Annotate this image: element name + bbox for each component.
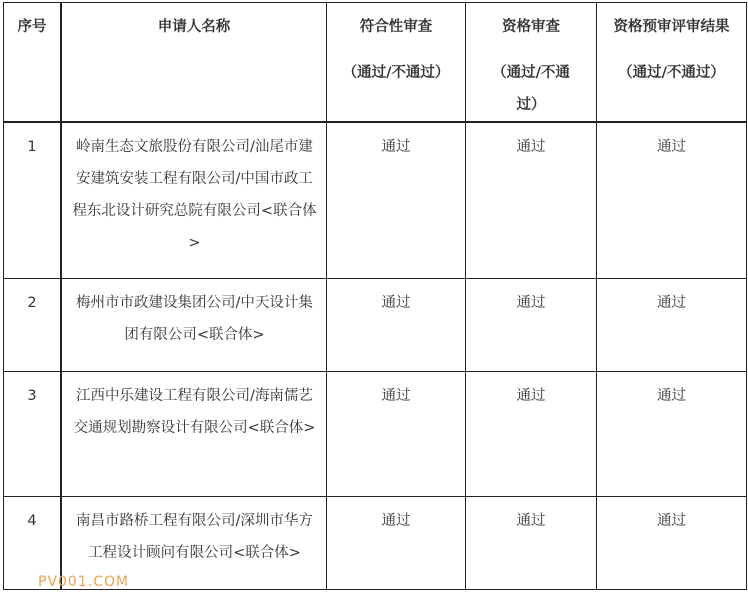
site-watermark: PV001.COM [38,574,130,590]
row-applicant-name: 岭南生态文旅股份有限公司/汕尾市建安建筑安装工程有限公司/中国市政工程东北设计研究总院有限公司<联合体> [61,122,327,279]
row-qualification-result: 通过 [466,497,597,590]
table-row [4,279,747,372]
table-row [4,122,747,279]
header-conformity-review [327,3,466,123]
header-applicant-name: 申请人名称 [61,3,327,123]
row-qualification-result: 通过 [466,279,597,372]
row-index: 3 [4,372,62,497]
row-qualification-result: 通过 [466,122,597,279]
row-conformity-result: 通过 [327,122,466,279]
row-applicant-name: 梅州市市政建设集团公司/中天设计集团有限公司<联合体> [61,279,327,372]
header-conformity-sub: （通过/不通过） [342,65,450,81]
row-index: 4 [4,497,62,590]
header-prequal-result [597,3,747,123]
row-prequal-result: 通过 [597,279,747,372]
row-prequal-result: 通过 [597,122,747,279]
row-prequal-result: 通过 [597,497,747,590]
header-prequal-title: 资格预审评审结果 [613,19,730,35]
row-prequal-result: 通过 [597,372,747,497]
row-index: 1 [4,122,62,279]
header-index: 序号 [4,3,62,123]
header-conformity-title: 符合性审查 [359,19,433,35]
row-applicant-name: 江西中乐建设工程有限公司/海南儒艺交通规划勘察设计有限公司<联合体> [61,372,327,497]
row-conformity-result: 通过 [327,497,466,590]
header-qualification-title: 资格审查 [502,19,560,35]
row-qualification-result: 通过 [466,372,597,497]
table-header-row [4,3,747,123]
prequalification-results-table [3,2,747,590]
row-conformity-result: 通过 [327,279,466,372]
row-applicant-name: 南昌市路桥工程有限公司/深圳市华方工程设计顾问有限公司<联合体> [61,497,327,590]
header-qualification-sub: （通过/不通过） [492,65,570,113]
table-row [4,372,747,497]
header-qualification-review [466,3,597,123]
row-conformity-result: 通过 [327,372,466,497]
row-index: 2 [4,279,62,372]
header-prequal-sub: （通过/不通过） [618,65,725,81]
